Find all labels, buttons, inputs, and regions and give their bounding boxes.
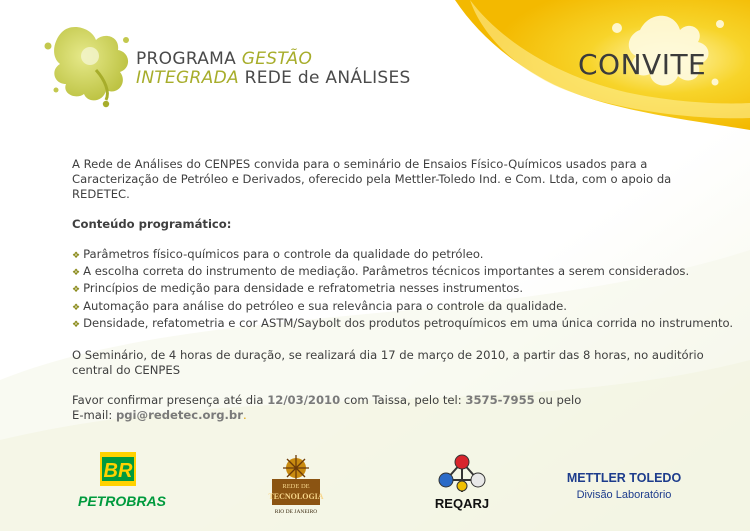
- mettler-toledo-logo: [566, 468, 686, 508]
- diamond-bullet-icon: ❖: [72, 302, 81, 313]
- reqarj-text: REQARJ: [434, 496, 490, 511]
- intro-text: A Rede de Análises do CENPES convida para o seminário de Ensaios Físico-Químicos usados para a Caracterização de Petróleo e Derivados, oferecido pela Mettler-Toledo Ind. e Com. Ltda, com o apoio da REDETEC.: [72, 157, 672, 201]
- email-link[interactable]: pgi@redetec.org.br: [115, 408, 243, 423]
- redetec-line3: RIO DE JANEIRO: [274, 509, 318, 515]
- petrobras-name: PETROBRAS: [78, 493, 166, 509]
- email-line: E-mail: pgi@redetec.org.br.: [72, 408, 247, 423]
- list-item: ❖ Densidade, refatometria e cor ASTM/Saybolt dos produtos petroquímicos em uma única corrida no instrumento.: [72, 315, 734, 330]
- brand-line2-b: REDE de ANÁLISES: [238, 68, 411, 88]
- reqarj-logo: [424, 452, 500, 516]
- program-heading: Conteúdo programático:: [72, 217, 232, 231]
- diamond-bullet-icon: ❖: [72, 319, 81, 330]
- seminar-details: O Seminário, de 4 horas de duração, se realizará dia 17 de março de 2010, a partir das 8 horas, no auditório central do CENPES: [72, 348, 704, 378]
- rsvp-phone: 3575-7955: [465, 393, 535, 408]
- redetec-line2: TECNOLOGIA: [268, 492, 324, 501]
- mettler-division: Divisão Laboratório: [576, 489, 672, 501]
- brand-line1-a: PROGRAMA: [136, 49, 242, 69]
- rsvp-date: 12/03/2010: [267, 393, 341, 408]
- brand-line1-b: GESTÃO: [241, 49, 313, 69]
- diamond-bullet-icon: ❖: [72, 251, 81, 261]
- list-item: ❖ Princípios de medição para densidade e refratometria nesses instrumentos.: [72, 281, 524, 296]
- list-item: ❖ Parâmetros físico-químicos para o controle da qualidade do petróleo.: [72, 247, 484, 261]
- mettler-name: METTLER TOLEDO: [566, 471, 682, 485]
- program-list: [72, 247, 734, 333]
- redetec-line1: REDE DE: [282, 483, 310, 490]
- program-title: [136, 50, 411, 88]
- diamond-bullet-icon: ❖: [72, 285, 81, 296]
- petrobras-br-text: BR: [103, 460, 133, 482]
- convite-title: CONVITE: [578, 48, 707, 81]
- rsvp-text: Favor confirmar presença até dia 12/03/2010 com Taissa, pelo tel: 3575-7955 ou pelo: [72, 393, 582, 408]
- list-item: ❖ Automação para análise do petróleo e sua relevância para o controle da qualidade.: [72, 298, 567, 313]
- invitation-body: [72, 157, 734, 423]
- sponsor-logos: [0, 448, 750, 518]
- brand-line2-a: INTEGRADA: [136, 68, 239, 88]
- list-item: ❖ A escolha correta do instrumento de mediação. Parâmetros técnicos importantes a serem considerados.: [72, 264, 690, 279]
- diamond-bullet-icon: ❖: [72, 268, 81, 279]
- petrobras-logo: [72, 452, 172, 514]
- redetec-logo: [262, 454, 330, 516]
